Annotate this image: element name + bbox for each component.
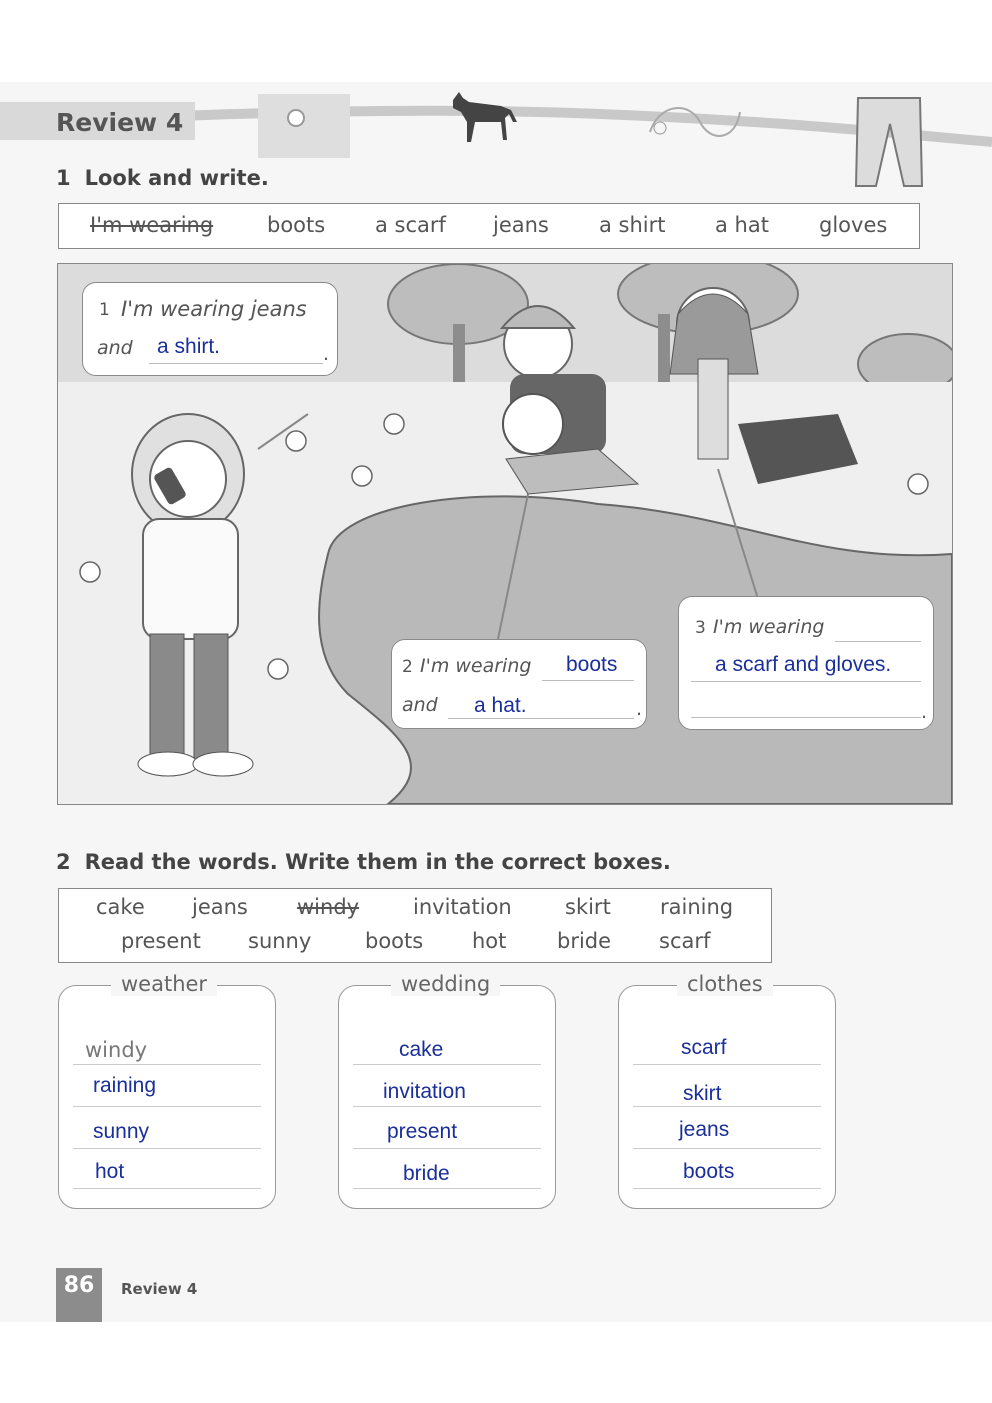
category-title: wedding <box>391 972 500 996</box>
answer-cell <box>73 1030 261 1065</box>
answer: sunny <box>93 1120 150 1143</box>
bubble-2-text: I'm wearing <box>420 655 532 677</box>
footer-label: Review 4 <box>121 1280 198 1298</box>
answer-cell <box>353 1030 541 1065</box>
word-chip: a shirt <box>599 213 666 237</box>
answer: hot <box>95 1160 125 1183</box>
answer: scarf <box>681 1036 727 1059</box>
word-chip: hot <box>472 929 507 953</box>
answer-cell <box>633 1030 821 1065</box>
speech-bubble-3 <box>678 596 934 730</box>
category-title: weather <box>111 972 217 996</box>
bubble-3-dot: . <box>921 701 928 723</box>
word-chip: I'm wearing <box>90 213 214 237</box>
bubble-1-answer-line <box>149 363 323 364</box>
bubble-3-answer-line-1 <box>835 641 921 642</box>
exercise-1-number: 1 <box>56 166 71 190</box>
bubble-2-answer-1: boots <box>566 653 618 676</box>
answer-cell <box>633 1154 821 1189</box>
exercise-2-instruction: Read the words. Write them in the correct boxes. <box>84 850 671 874</box>
answer-cell <box>633 1072 821 1107</box>
exercise-1-heading <box>56 166 269 190</box>
page-title: Review 4 <box>56 108 184 137</box>
bubble-2-number: 2 <box>402 657 413 677</box>
answer: cake <box>399 1038 444 1061</box>
bubble-2-dot: . <box>636 698 643 720</box>
word-chip: windy <box>297 895 360 919</box>
bubble-1-number: 1 <box>99 300 110 320</box>
answer: present <box>387 1120 458 1143</box>
bubble-2-answer-line-1 <box>542 680 634 681</box>
bubble-3-answer-line-3 <box>691 717 921 718</box>
answer-cell <box>353 1114 541 1149</box>
bubble-3-answer-line-2 <box>691 681 921 682</box>
word-chip: raining <box>660 895 734 919</box>
bubble-3-number: 3 <box>695 618 706 638</box>
word-chip: skirt <box>565 895 611 919</box>
category-box-weather <box>58 972 276 1209</box>
answer: jeans <box>679 1118 730 1141</box>
bubble-3-text: I'm wearing <box>713 616 825 638</box>
word-chip: a hat <box>715 213 769 237</box>
answer-cell <box>353 1154 541 1189</box>
answer-cell <box>73 1072 261 1107</box>
category-title: clothes <box>677 972 773 996</box>
exercise-2-word-box <box>58 888 772 963</box>
answer: boots <box>683 1160 735 1183</box>
word-chip: bride <box>557 929 612 953</box>
exercise-1-word-box <box>58 203 920 249</box>
word-chip: cake <box>96 895 145 919</box>
word-chip: jeans <box>493 213 549 237</box>
word-chip: a scarf <box>375 213 446 237</box>
speech-bubble-1 <box>82 282 338 376</box>
bubble-3-answer: a scarf and gloves. <box>715 653 892 676</box>
answer-cell <box>353 1072 541 1107</box>
trousers-icon <box>852 94 926 190</box>
word-chip: invitation <box>413 895 512 919</box>
answer: invitation <box>383 1080 466 1103</box>
word-chip: jeans <box>192 895 248 919</box>
category-box-clothes <box>618 972 836 1209</box>
bubble-1-dot: . <box>323 343 330 365</box>
bubble-1-answer: a shirt. <box>157 335 221 358</box>
speech-bubble-2 <box>391 639 647 729</box>
exercise-2-heading <box>56 850 671 874</box>
answer-cell <box>73 1114 261 1149</box>
word-chip: sunny <box>248 929 312 953</box>
bubble-2-answer-2: a hat. <box>474 694 527 717</box>
answer: raining <box>93 1074 157 1097</box>
horse-icon <box>445 88 525 150</box>
bubble-1-and: and <box>97 337 133 359</box>
page-number: 86 <box>56 1268 102 1322</box>
exercise-2-number: 2 <box>56 850 71 874</box>
answer-cell <box>633 1114 821 1149</box>
word-chip: present <box>121 929 201 953</box>
word-chip: boots <box>267 213 326 237</box>
word-chip: scarf <box>659 929 711 953</box>
park-illustration <box>57 263 953 805</box>
example-answer: windy <box>85 1038 148 1062</box>
exercise-1-instruction: Look and write. <box>84 166 269 190</box>
swirl-decoration <box>640 92 750 152</box>
answer: bride <box>403 1162 450 1185</box>
category-box-wedding <box>338 972 556 1209</box>
answer-cell <box>73 1154 261 1189</box>
bubble-2-answer-line-2 <box>448 718 634 719</box>
bubble-1-text: I'm wearing jeans <box>121 297 307 321</box>
answer: skirt <box>683 1082 722 1105</box>
word-chip: boots <box>365 929 424 953</box>
lamp-card-image <box>258 94 350 158</box>
word-chip: gloves <box>819 213 888 237</box>
bubble-2-and: and <box>402 694 438 716</box>
